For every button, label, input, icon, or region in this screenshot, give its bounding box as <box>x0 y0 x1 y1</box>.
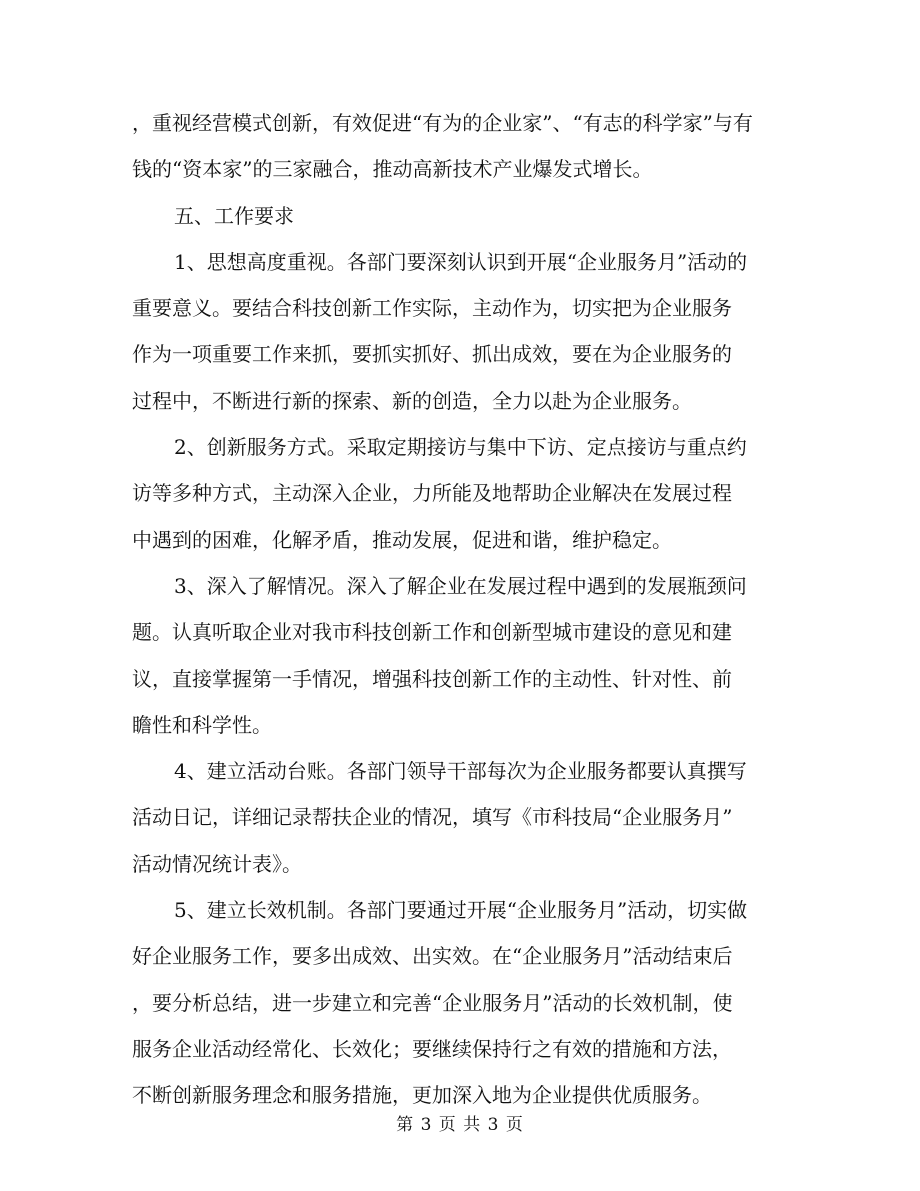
text-line: 作为一项重要工作来抓，要抓实抓好、抓出成效，要在为企业服务的 <box>132 342 732 367</box>
document-body <box>132 100 792 1119</box>
text-line: 重要意义。要结合科技创新工作实际，主动作为，切实把为企业服务 <box>132 296 732 321</box>
text-line: 5、建立长效机制。各部门要通过开展“企业服务月”活动，切实做 <box>174 898 748 923</box>
text-line: 中遇到的困难，化解矛盾，推动发展，促进和谐，维护稳定。 <box>132 527 672 552</box>
text-line: ，要分析总结，进一步建立和完善“企业服务月”活动的长效机制，使 <box>132 990 733 1015</box>
text-line: 4、建立活动台账。各部门领导干部每次为企业服务都要认真撰写 <box>174 759 747 784</box>
text-line: 服务企业活动经常化、长效化；要继续保持行之有效的措施和方法， <box>132 1036 732 1061</box>
page-number-footer: 第 3 页 共 3 页 <box>396 1115 524 1135</box>
text-line: 3、深入了解情况。深入了解企业在发展过程中遇到的发展瓶颈问 <box>174 573 747 598</box>
section-heading <box>132 193 792 239</box>
paragraph-item-2 <box>132 424 792 563</box>
text-line: 不断创新服务理念和服务措施，更加深入地为企业提供优质服务。 <box>132 1083 712 1108</box>
paragraph-item-5 <box>132 887 792 1118</box>
text-line: 过程中，不断进行新的探索、新的创造，全力以赴为企业服务。 <box>132 388 692 413</box>
text-line: 题。认真听取企业对我市科技创新工作和创新型城市建设的意见和建 <box>132 620 732 645</box>
text-line: 钱的“资本家”的三家融合，推动高新技术产业爆发式增长。 <box>132 157 653 182</box>
text-line: 议，直接掌握第一手情况，增强科技创新工作的主动性、针对性、前 <box>132 666 732 691</box>
text-line: 好企业服务工作，要多出成效、出实效。在“企业服务月”活动结束后 <box>132 944 733 969</box>
text-line: 1、思想高度重视。各部门要深刻认识到开展“企业服务月”活动的 <box>174 249 748 274</box>
paragraph-item-4 <box>132 748 792 887</box>
paragraph-continuation <box>132 100 792 193</box>
text-line: 访等多种方式，主动深入企业，力所能及地帮助企业解决在发展过程 <box>132 481 732 506</box>
heading-text: 五、工作要求 <box>174 203 294 228</box>
paragraph-item-1 <box>132 239 792 424</box>
text-line: 活动情况统计表》。 <box>132 851 302 876</box>
text-line: 2、创新服务方式。采取定期接访与集中下访、定点接访与重点约 <box>174 435 747 460</box>
text-line: ，重视经营模式创新，有效促进“有为的企业家”、“有志的科学家”与有 <box>132 111 753 135</box>
text-line: 活动日记，详细记录帮扶企业的情况，填写《市科技局“企业服务月” <box>132 805 733 830</box>
paragraph-item-3 <box>132 563 792 748</box>
text-line: 瞻性和科学性。 <box>132 712 272 737</box>
